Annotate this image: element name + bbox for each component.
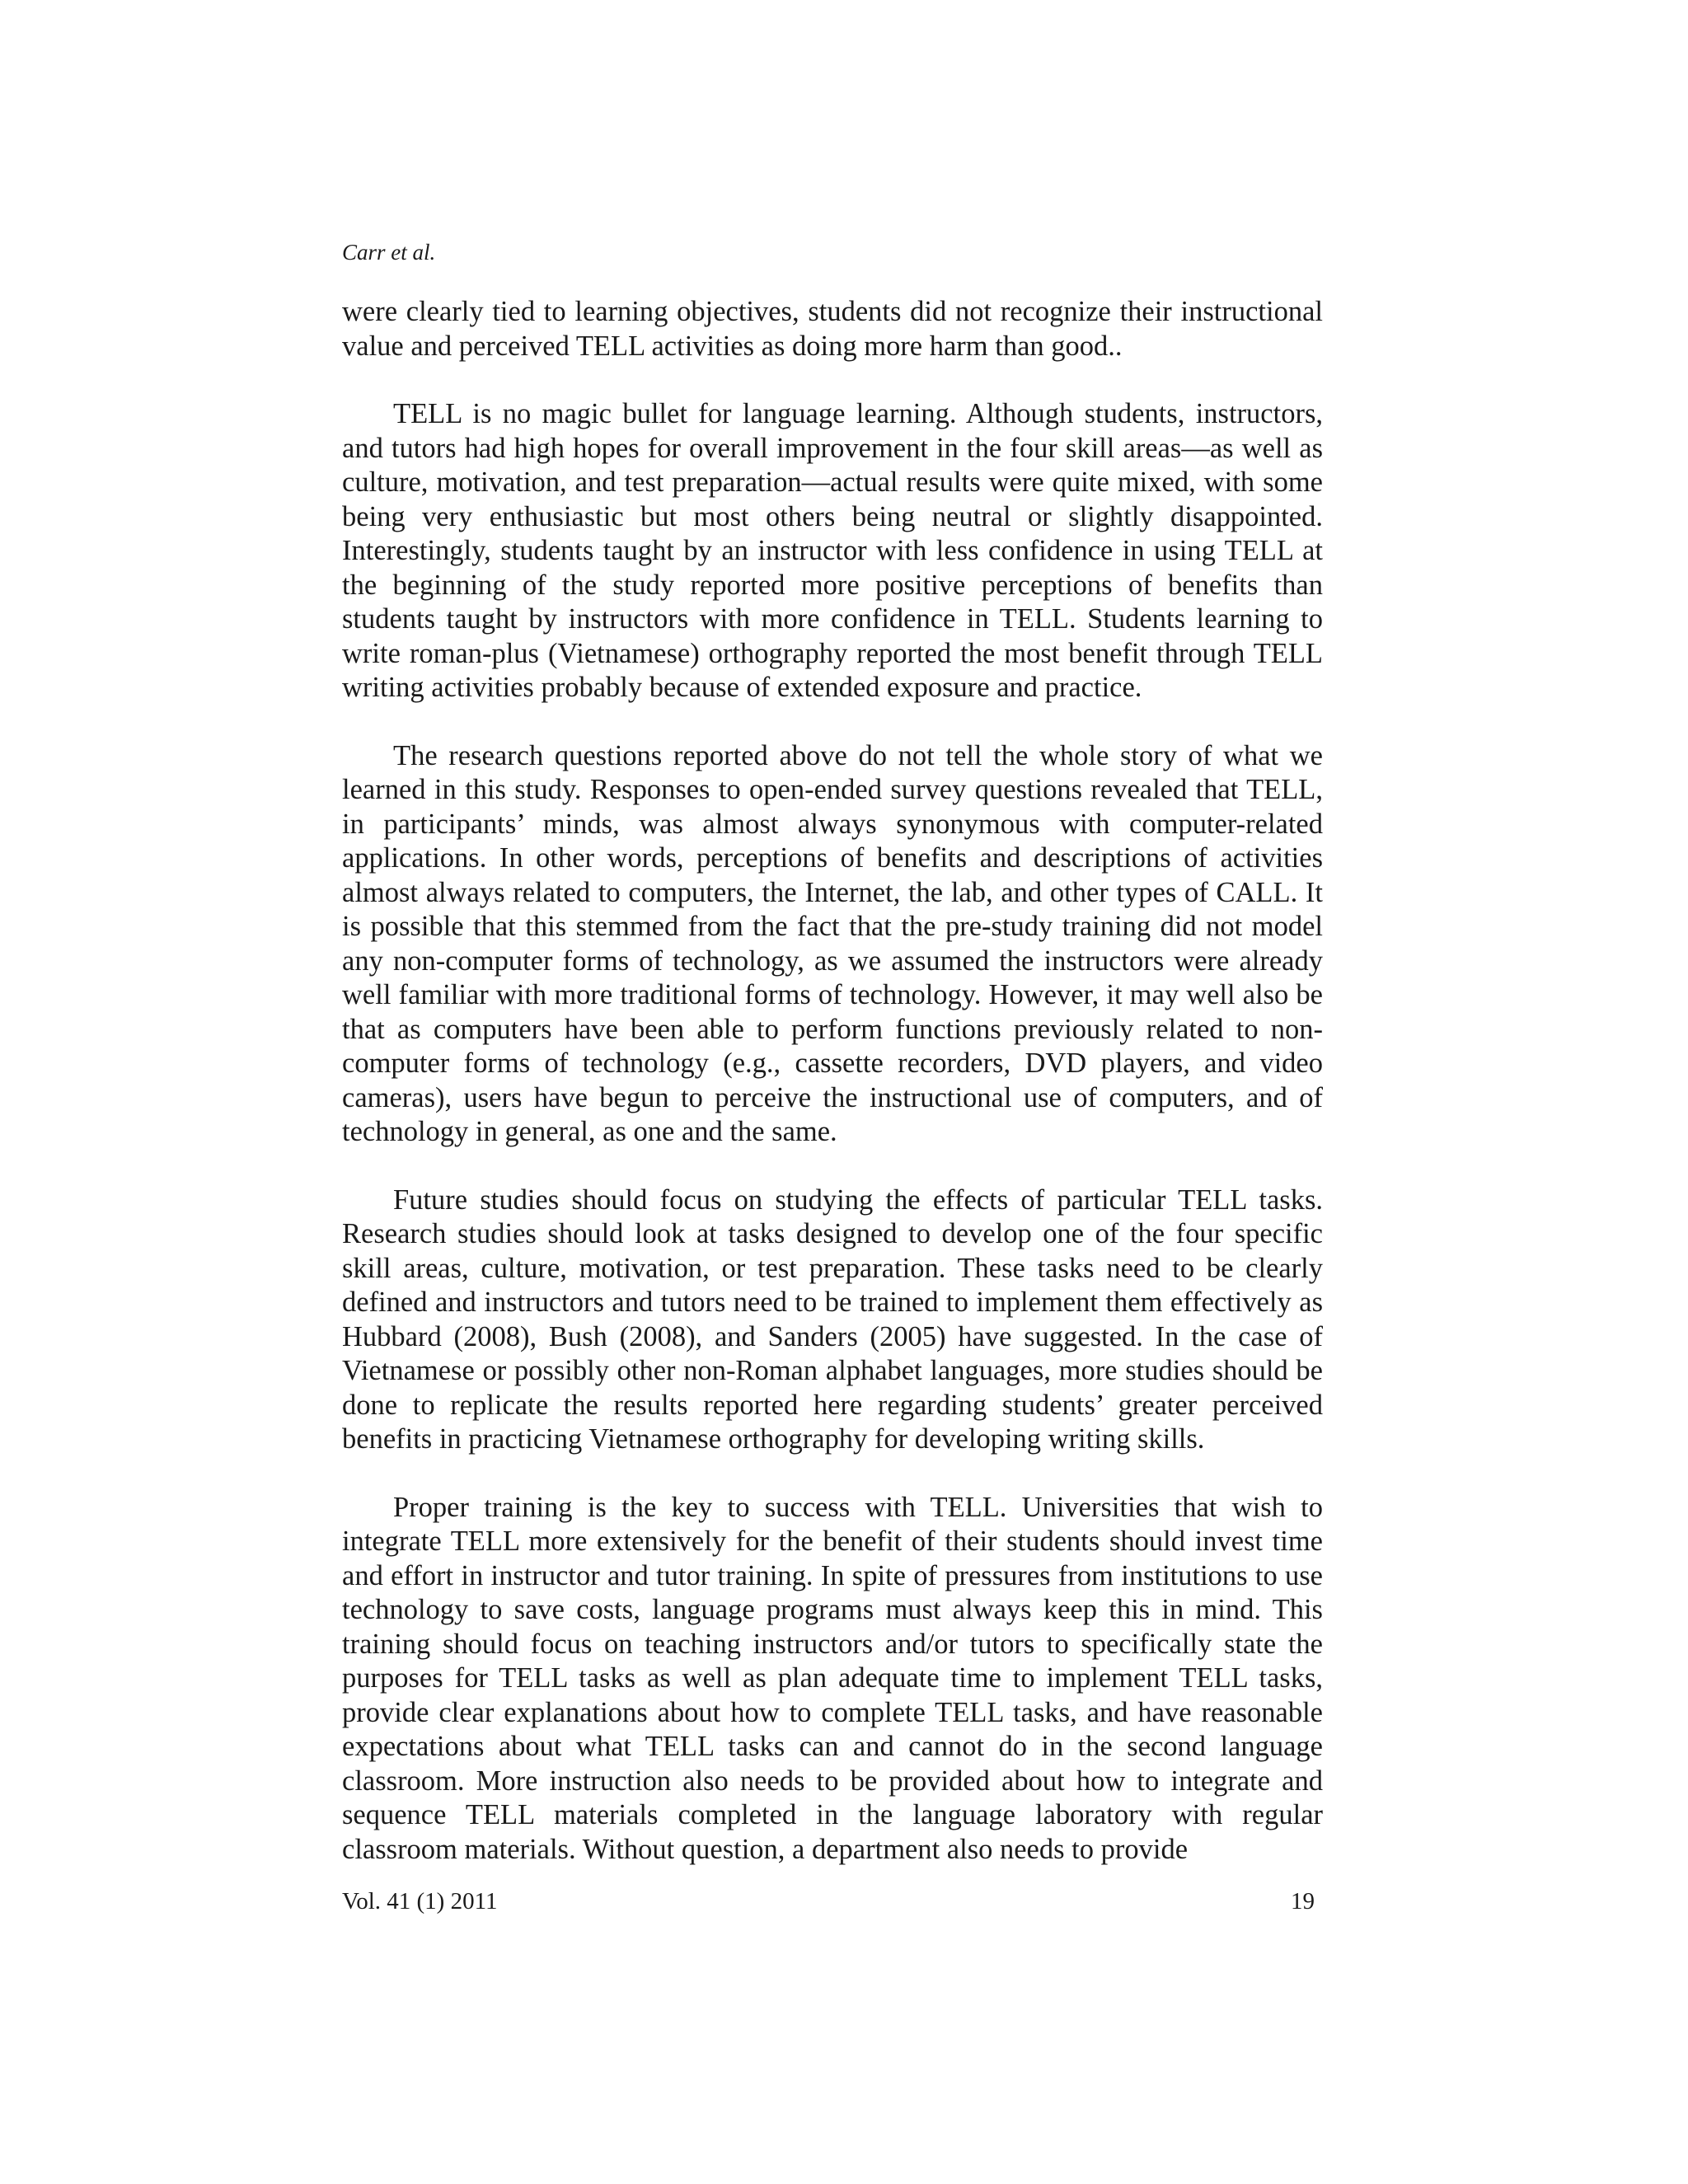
paragraph-4: Future studies should focus on studying the effects of particular TELL tasks. Research studies should look at tasks designed to develop one of the four specific skill areas, culture, motivation, or test preparation. These tasks need to be clearly defined and instructors and tutors need to be trained to implement them effectively as Hubbard (2008), Bush (2008), and Sanders (2005) have suggested. In the case of Vietnamese or possibly other non-Roman alphabet languages, more studies should be done to replicate the results reported here regarding students’ greater perceived benefits in practicing Vietnamese orthography for developing writing skills. xyxy=(342,1183,1323,1455)
page-number: 19 xyxy=(1291,1888,1315,1915)
paragraph-1: were clearly tied to learning objectives, students did not recognize their instructional value and perceived TELL activities as doing more harm than good.. xyxy=(342,296,1323,362)
paragraph-3: The research questions reported above do not tell the whole story of what we learned in this study. Responses to open-ended survey questions revealed that TELL, in participants’ minds, was almost always synonymous with computer-related applications. In other words, perceptions of benefits and descriptions of activities almost always related to computers, the Internet, the lab, and other types of CALL. It is possible that this stemmed from the fact that the pre-study training did not model any non-computer forms of technology, as we assumed the instructors were already well familiar with more traditional forms of technology. However, it may well also be that as computers have been able to perform functions previously related to non-computer forms of technology (e.g., cassette recorders, DVD players, and video cameras), users have begun to perceive the instructional use of computers, and of technology in general, as one and the same. xyxy=(342,739,1323,1147)
paragraph-2: TELL is no magic bullet for language learning. Although students, instructors, and tutors had high hopes for overall improvement in the four skill areas—as well as culture, motivation, and test preparation—actual results were quite mixed, with some being very enthusiastic but most others being neutral or slightly disappointed. Interestingly, students taught by an instructor with less confidence in using TELL at the beginning of the study reported more positive perceptions of benefits than students taught by instructors with more confidence in TELL. Students learning to write roman-plus (Vietnamese) orthography reported the most benefit through TELL writing activities probably because of extended exposure and practice. xyxy=(342,398,1323,703)
running-head: Carr et al. xyxy=(342,240,436,265)
body-text xyxy=(342,295,1323,1900)
volume-info: Vol. 41 (1) 2011 xyxy=(342,1888,498,1915)
paragraph-5: Proper training is the key to success with TELL. Universities that wish to integrate TELL more extensively for the benefit of their students should invest time and effort in instructor and tutor training. In spite of pressures from institutions to use technology to save costs, language programs must always keep this in mind. This training should focus on teaching instructors and/or tutors to specifically state the purposes for TELL tasks as well as plan adequate time to implement TELL tasks, provide clear explanations about how to complete TELL tasks, and have reasonable expectations about what TELL tasks can and cannot do in the second language classroom. More instruction also needs to be provided about how to integrate and sequence TELL materials completed in the language laboratory with regular classroom materials. Without question, a department also needs to provide xyxy=(342,1491,1323,1865)
